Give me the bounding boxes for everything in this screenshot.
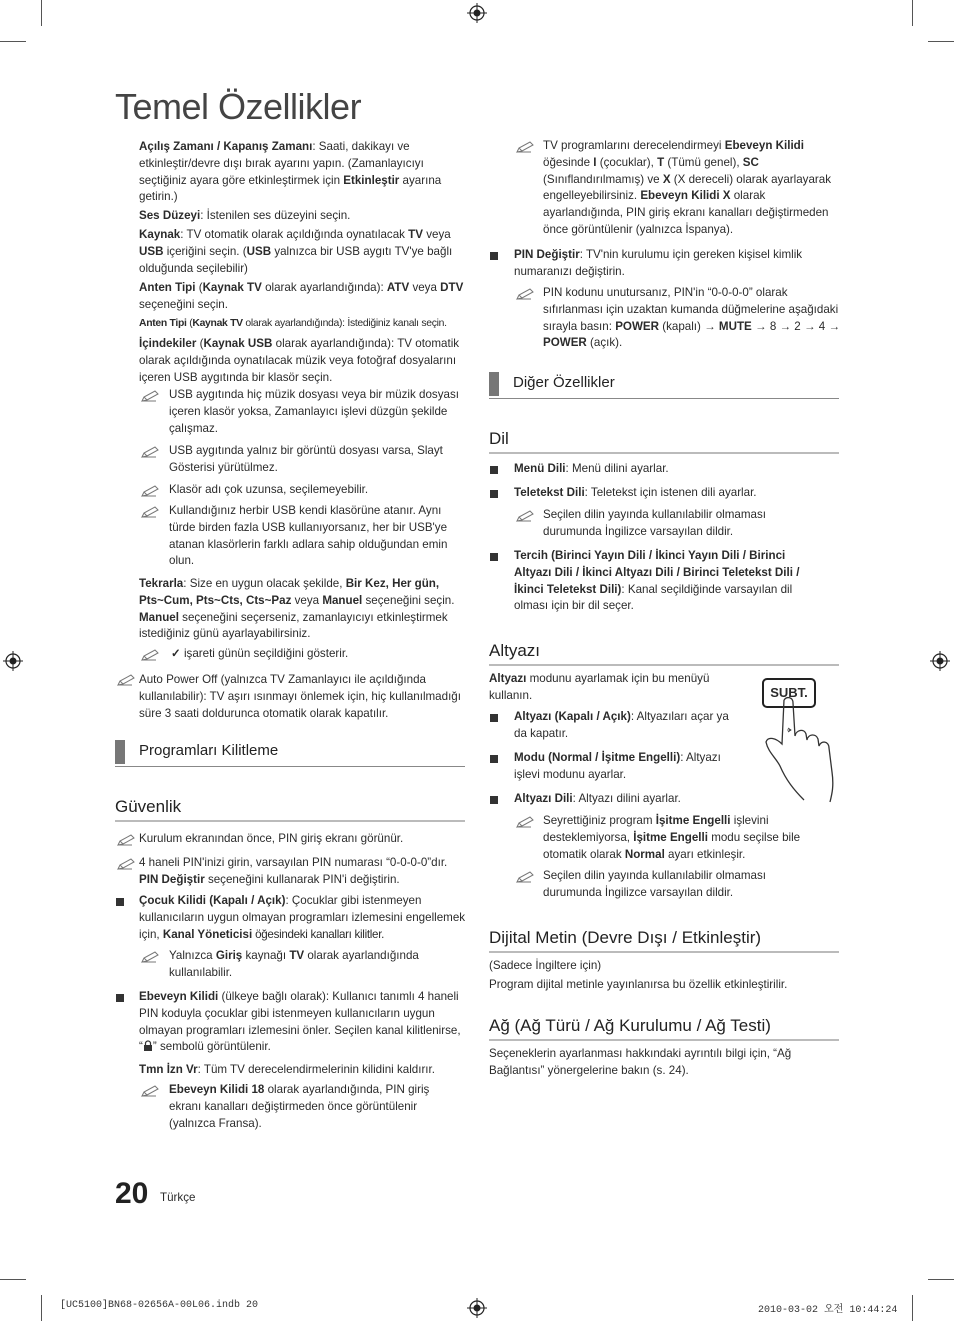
registration-mark-icon <box>467 3 487 23</box>
note-text <box>543 138 833 239</box>
text: (Tümü genel), <box>664 155 743 169</box>
term: POWER <box>615 319 659 333</box>
text: : Size en uygun olacak şekilde, <box>183 577 346 590</box>
square-bullet-icon <box>490 755 498 763</box>
term: USB <box>246 244 272 258</box>
text: : İstenilen ses düzeyini seçin. <box>200 209 351 222</box>
note-pencil-icon <box>140 445 160 459</box>
paragraph-anten-tipi-1 <box>139 280 465 314</box>
text: yalnızca bir USB aygıtı TV'ye bağlı olduğunda seçilebilir) <box>139 244 453 275</box>
text: veya <box>409 281 441 294</box>
crop-mark <box>0 41 26 42</box>
square-bullet-icon <box>490 466 498 474</box>
note-pencil-icon <box>140 648 160 662</box>
note-text: USB aygıtında hiç müzik dosyası veya bir müzik dosyası içeren klasör yoksa, Zamanlayıcı işlevi düzgün şekilde çalışmaz. <box>169 388 459 435</box>
paragraph-anten-tipi-2 <box>139 316 479 333</box>
note-pencil-icon <box>116 857 136 871</box>
note-pencil-icon <box>140 389 160 403</box>
note-pencil-icon <box>515 870 535 884</box>
section-heading-programlari-kilitleme <box>115 740 465 767</box>
text: işlevini desteklemiyorsa, <box>543 814 769 844</box>
term: TV <box>289 949 305 962</box>
term: Altyazı Dili <box>514 792 573 805</box>
text: olarak ayarlandığında): İstediğiniz kanalı seçin. <box>242 318 447 329</box>
text: ( <box>195 281 203 294</box>
registration-mark-icon <box>3 651 23 671</box>
note-pencil-icon <box>140 950 160 964</box>
term: İşitme Engelli <box>633 830 708 844</box>
bullet-teletekst-dili <box>514 485 834 502</box>
term: Teletekst Dili <box>514 486 585 499</box>
square-bullet-icon <box>490 714 498 722</box>
term: Tmn İzn Vr <box>139 1063 198 1076</box>
text: : TV'nin kurulumu için gereken kişisel kimlik numaranızı değiştirin. <box>514 248 803 278</box>
paragraph-dijital-metin: Program dijital metinle yayınlanırsa bu özellik etkinleştirilir. <box>489 978 788 991</box>
term: X <box>662 172 671 186</box>
text: veya <box>291 593 323 607</box>
text: modunu ayarlamak için bu menüyü kullanın. <box>489 672 710 702</box>
term: Ses Düzeyi <box>139 209 201 222</box>
subt-button-illustration: SUBT. <box>762 678 816 708</box>
paragraph-tmn-izn-vr <box>139 1062 465 1079</box>
lock-icon <box>143 1040 153 1051</box>
term: Normal <box>624 847 665 861</box>
page-language: Türkçe <box>160 1191 196 1204</box>
bullet-modu <box>514 750 739 784</box>
text: TV programlarını derecelendirmeyi <box>543 139 725 152</box>
term: Ebeveyn Kilidi <box>724 139 804 152</box>
crop-mark <box>912 0 913 26</box>
text: : Çocuklar gibi istenmeyen kullanıcıların uygun olmayan programları izlemesini engellemek için, <box>139 894 466 941</box>
bullet-pin-degistir <box>514 247 832 281</box>
text: seçeneğini seçin. <box>139 297 228 311</box>
text: işareti günün seçildiğini gösterir. <box>180 647 349 660</box>
term: Bir Kez, Her gün, Pts~Cum, Pts~Cts, Cts~Paz <box>139 577 440 607</box>
text: olarak ayarlandığında): <box>261 281 387 294</box>
square-bullet-icon <box>116 898 124 906</box>
note-text <box>543 285 841 352</box>
note-text <box>169 1082 459 1132</box>
footer-date: 2010-03-02 오전 10:44:24 <box>758 1305 898 1316</box>
term: USB <box>139 244 164 258</box>
text: PIN kodunu unutursanız, PIN'in “0-0-0-0” olarak sıfırlanması için uzaktan kumanda düğmelerine aşağıdaki sırayla basın: <box>543 286 839 333</box>
term: Kaynak TV <box>192 318 243 329</box>
term: Kanal Yöneticisi <box>162 927 253 941</box>
bullet-menu-dili <box>514 461 834 478</box>
crop-mark <box>928 41 954 42</box>
paragraph-acilis <box>139 139 465 206</box>
note-pencil-icon <box>515 815 535 829</box>
text: : Tüm TV derecelendirmelerinin kilidini kaldırır. <box>197 1063 435 1076</box>
paragraph-sadece-ingiltere: (Sadece İngiltere için) <box>489 959 602 972</box>
square-bullet-icon <box>490 553 498 561</box>
text: : Altyazı işlevi modunu ayarlar. <box>514 751 721 781</box>
term: Manuel <box>322 593 363 607</box>
term: PIN Değiştir <box>139 872 205 886</box>
note-text: Kullandığınız herbir USB kendi klasörüne atanır. Aynı türde birden fazla USB kullanıyorsanız, her bir USB'ye atanan klasörlerin farklı adlara sahip olduğundan emin olun. <box>169 504 448 568</box>
text: içeriğini seçin. ( <box>163 244 247 258</box>
text: : Saati, dakikayı ve etkinleştir/devre dışı bırak ayarını yapın. (Zamanlayıcıyı seçtiğiniz ayara göre etkinleştirmek için <box>139 140 424 187</box>
bullet-tercih <box>514 548 804 615</box>
term: Ebeveyn Kilidi <box>139 990 219 1003</box>
section-heading-dijital-metin: Dijital Metin (Devre Dışı / Etkinleştir) <box>489 928 839 953</box>
term: POWER <box>543 336 587 350</box>
text: : Altyazı dilini ayarlar. <box>572 792 681 805</box>
note-pencil-icon <box>140 505 160 519</box>
term: DTV <box>440 281 464 294</box>
hand-pressing-icon <box>760 694 842 804</box>
bullet-altyazi-kapali-acik <box>514 709 744 743</box>
text: öğesinde <box>543 155 594 169</box>
text: ayarı etkinleşir. <box>664 847 746 861</box>
paragraph-tekrarla <box>139 576 465 643</box>
note-pencil-icon <box>515 140 535 154</box>
term: Kaynak TV <box>202 281 262 294</box>
text: Yalnızca <box>169 949 216 962</box>
text: olarak ayarlandığında): TV otomatik olarak açıldığında oynatılacak müzik veya fotoğraf dosyalarını içeren USB aygıtında bir klasör seçin. <box>139 337 460 384</box>
term: Menü Dili <box>514 462 566 475</box>
text: → 8 → 2 → 4 → <box>751 319 841 333</box>
crop-mark <box>41 0 42 26</box>
square-bullet-icon <box>116 994 124 1002</box>
note-text <box>171 646 467 663</box>
note-text <box>543 813 833 863</box>
text: olarak ayarlandığında, PIN giriş ekranı kanalları değiştirmeden önce görüntülenir (yalnızca Fransa). <box>169 1083 430 1130</box>
term: SC <box>742 155 759 169</box>
text: : Teletekst için istenen dili ayarlar. <box>584 486 757 499</box>
paragraph-kaynak <box>139 227 467 277</box>
term: I <box>593 155 597 169</box>
registration-mark-icon <box>930 651 950 671</box>
text: olarak ayarlandığında, PIN giriş ekranı kanalları değiştirmeden önce görüntülenir (yalnızca İspanya). <box>543 189 829 236</box>
note-pencil-icon <box>140 484 160 498</box>
section-heading-ag: Ağ (Ağ Türü / Ağ Kurulumu / Ağ Testi) <box>489 1016 839 1041</box>
crop-mark <box>928 1279 954 1280</box>
note-text <box>169 948 465 982</box>
term: Etkinleştir <box>343 173 400 187</box>
term: T <box>657 155 665 169</box>
note-text: Seçilen dilin yayında kullanılabilir olmaması durumunda İngilizce varsayılan dildir. <box>543 508 766 538</box>
text: seçeneğini seçin. <box>362 593 455 607</box>
term: Ebeveyn Kilidi X <box>640 189 731 203</box>
term: Kaynak <box>139 228 181 241</box>
text: seçeneğini kullanarak PIN'i değiştirin. <box>204 872 400 886</box>
text: seçeneğini seçerseniz, zamanlayıcıyı etkinleştirmek istediğiniz günü ayarlayabilirsiniz. <box>139 610 448 641</box>
note-pencil-icon <box>515 287 535 301</box>
text: : TV otomatik olarak açıldığında oynatılacak <box>180 228 409 241</box>
page-title: Temel Özellikler <box>115 86 362 127</box>
section-heading-diger-ozellikler <box>489 372 839 399</box>
heading-text: Programları Kilitleme <box>139 742 279 759</box>
term: Tekrarla <box>139 577 184 590</box>
term: Altyazı <box>489 672 527 685</box>
term: Açılış Zamanı / Kapanış Zamanı <box>139 140 313 153</box>
term: Kaynak USB <box>203 337 273 350</box>
note-pencil-icon <box>116 673 136 687</box>
text: kaynağı <box>242 949 290 962</box>
text: : Altyazıları açar ya da kapatır. <box>514 710 729 740</box>
crop-mark <box>912 1295 913 1321</box>
term: Tercih (Birinci Yayın Dili / İkinci Yayın Dili / Birinci Altyazı Dili / İkinci Altyazı Dili / Birinci Teletekst Dili / İkinci Teletekst Dili) <box>514 549 800 596</box>
text: (Sınıflandırılmamış) ve <box>543 172 663 186</box>
note-text: Seçilen dilin yayında kullanılabilir olmaması durumunda İngilizce varsayılan dildir. <box>543 869 766 899</box>
text: ” sembolü görüntülenir. <box>152 1040 271 1054</box>
registration-mark-icon <box>467 1298 487 1318</box>
term: İşitme Engelli <box>655 814 731 827</box>
heading-text: Diğer Özellikler <box>513 374 615 391</box>
text: (ülkeye bağlı olarak): Kullanıcı tanımlı 4 haneli PIN koduyla çocuklar gibi istenmeyen kullanıcıların uygun olmayan programları izlemesini önler. Seçilen kanal kilitlenirse, “ <box>139 990 461 1054</box>
text: : Menü dilini ayarlar. <box>565 462 669 475</box>
term: PIN Değiştir <box>514 248 580 261</box>
term: Altyazı (Kapalı / Açık) <box>514 710 631 723</box>
note-text: Kurulum ekranından önce, PIN giriş ekranı görünür. <box>139 832 404 845</box>
text: (kapalı) → <box>659 319 719 333</box>
note-pencil-icon <box>140 1084 160 1098</box>
page-number: 20 <box>115 1177 149 1210</box>
section-heading-dil: Dil <box>489 429 839 454</box>
term: Giriş <box>215 949 243 962</box>
term: Manuel <box>139 610 179 624</box>
paragraph-icindekiler <box>139 336 465 386</box>
text: (açık). <box>586 336 623 350</box>
text: Seyrettiğiniz program <box>543 814 656 827</box>
note-pencil-icon <box>116 833 136 847</box>
term: TV <box>408 228 423 241</box>
text: modu seçilse bile otomatik olarak <box>543 830 801 861</box>
note-text <box>139 855 451 889</box>
text: ( <box>196 337 204 350</box>
footer-file-info: [UC5100]BN68-02656A-00L06.indb 20 <box>60 1300 259 1311</box>
paragraph-altyazi <box>489 671 729 705</box>
bullet-cocuk-kilidi <box>139 893 467 943</box>
heading-bar <box>115 740 125 764</box>
text: olarak ayarlandığında kullanılabilir. <box>169 949 419 979</box>
square-bullet-icon <box>490 490 498 498</box>
term: Ebeveyn Kilidi 18 <box>169 1083 265 1096</box>
note-text: Klasör adı çok uzunsa, seçilemeyebilir. <box>169 483 369 496</box>
text: (çocuklar), <box>596 155 658 169</box>
term: MUTE <box>718 319 752 333</box>
bullet-ebeveyn-kilidi <box>139 989 465 1056</box>
heading-bar <box>489 372 499 396</box>
term: Modu (Normal / İşitme Engelli) <box>514 751 681 764</box>
text: : Kanal seçildiğinde varsayılan dil olması için bir dil seçer. <box>514 582 793 613</box>
text: ( <box>186 318 193 329</box>
check-icon: ✓ <box>171 647 181 660</box>
text: öğesindeki kanalları kilitler. <box>252 927 385 941</box>
text: ayarına getirin.) <box>139 173 442 204</box>
note-text: Auto Power Off (yalnızca TV Zamanlayıcı ile açıldığında kullanılabilir): TV aşırı ısınmayı önlemek için, hiç kullanılmadığı süre 3 saati doldurunca otomatik olarak kapatılır. <box>139 673 461 720</box>
term: Anten Tipi <box>139 281 196 294</box>
term: Anten Tipi <box>139 318 187 329</box>
term: İçindekiler <box>139 337 197 350</box>
paragraph-ag: Seçeneklerin ayarlanması hakkındaki ayrıntılı bilgi için, “Ağ Bağlantısı” yönergelerine bakın (s. 24). <box>489 1047 792 1077</box>
text: (X dereceli) olarak ayarlayarak engelleyebilirsiniz. <box>543 172 832 203</box>
crop-mark <box>0 1279 26 1280</box>
square-bullet-icon <box>490 796 498 804</box>
text: veya <box>423 228 451 241</box>
section-heading-altyazi: Altyazı <box>489 641 839 666</box>
paragraph-ses <box>139 208 465 225</box>
term: ATV <box>386 281 410 294</box>
term: Çocuk Kilidi (Kapalı / Açık) <box>139 894 286 907</box>
note-text: USB aygıtında yalnız bir görüntü dosyası varsa, Slayt Gösterisi yürütülmez. <box>169 444 443 474</box>
text: 4 haneli PIN'inizi girin, varsayılan PIN numarası “0-0-0-0”dır. <box>139 856 448 869</box>
note-pencil-icon <box>515 509 535 523</box>
square-bullet-icon <box>490 252 498 260</box>
section-heading-guvenlik: Güvenlik <box>115 797 465 822</box>
crop-mark <box>41 1295 42 1321</box>
